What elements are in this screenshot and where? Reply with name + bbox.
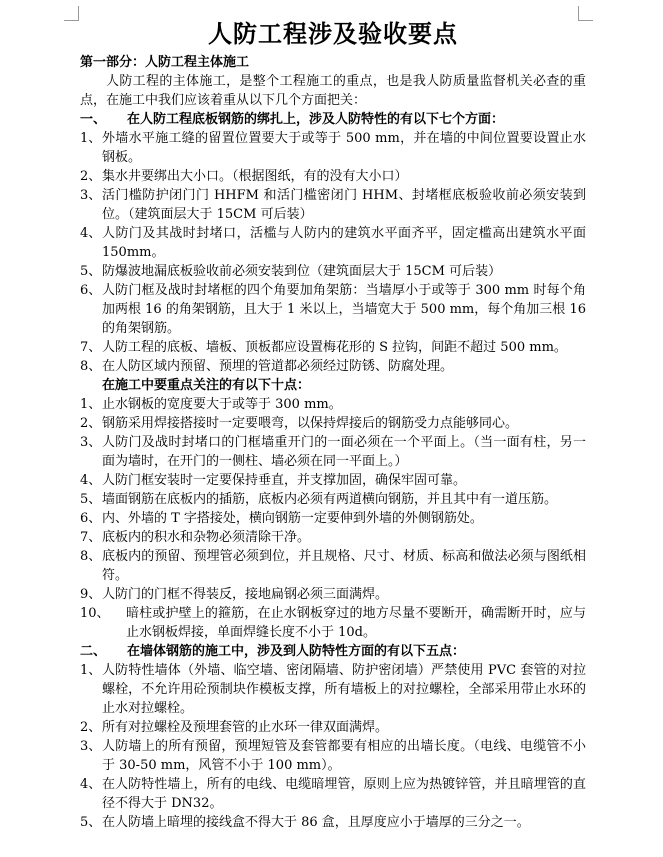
list-item: 2、 钢筋采用焊接搭接时一定要喂弯，以保持焊接后的钢筋受力点能够同心。 [80, 416, 519, 431]
section-1-list [80, 129, 586, 376]
section-title: 在人防工程底板钢筋的绑扎上，涉及人防特性的有以下七个方面： [127, 112, 505, 127]
section-2-list [80, 395, 586, 642]
list-item: 2、 集水井要绑出大小口。（根据图纸，有的没有大小口） [80, 169, 408, 184]
section-heading-2 [80, 642, 586, 661]
list-item: 5、 在人防墙上暗埋的接线盒不得大于 86 盒，且厚度应小于墙厚的三分之一。 [80, 815, 530, 830]
list-item: 2、 所有对拉螺栓及预埋套管的止水环一律双面满焊。 [80, 720, 389, 735]
list-item: 8、 底板内的预留、预埋管必须到位，并且规格、尺寸、材质、标高和做法必须与图纸相符。 [80, 549, 586, 583]
document-title: 人防工程涉及验收要点 [208, 19, 458, 48]
section-number: 二、 [80, 644, 107, 659]
list-item: 7、 人防工程的底板、墙板、顶板都应设置梅花形的 S 拉钩，间距不超过 500 mm。 [80, 340, 567, 355]
list-item: 5、 墙面钢筋在底板内的插筋，底板内必须有两道横向钢筋，并且其中有一道压筋。 [80, 492, 558, 507]
list-item: 3、 人防墙上的所有预留，预埋短管及套管都要有相应的出墙长度。（电线、电缆管不小于 30-50 mm，风管不小于 100 mm）。 [80, 739, 586, 773]
list-item: 4、 在人防特性墙上，所有的电线、电缆暗埋管，原则上应为热镀锌管，并且暗埋管的直径不得大于 DN32。 [80, 777, 586, 811]
list-item: 4、 人防门及其战时封堵口，活槛与人防内的建筑水平面齐平，固定槛高出建筑水平面 150mm。 [80, 226, 586, 260]
list-item: 1、 止水钢板的宽度要大于或等于 300 mm。 [80, 397, 342, 412]
list-item: 6、 人防门框及战时封堵框的四个角要加角架筋：当墙厚小于或等于 300 mm 时每个角加两根 16 的角架钢筋，且大于 1 米以上，当墙宽大于 500 mm，每个角加三根 16 的角架钢筋。 [80, 283, 586, 336]
list-item: 5、 防爆波地漏底板验收前必须安装到位（建筑面层大于 15CM 可后装） [80, 264, 502, 279]
section-heading-1 [80, 110, 586, 129]
crop-mark-top-left [64, 6, 79, 21]
list-item: 8、 在人防区域内预留、预埋的管道都必须经过防锈、防腐处理。 [80, 359, 454, 374]
section-3-list [80, 661, 586, 832]
list-item: 1、 外墙水平施工缝的留置位置要大于或等于 500 mm，并在墙的中间位置要设置止水钢板。 [80, 131, 586, 165]
subsection-heading: 在施工中要重点关注的有以下十点： [102, 378, 311, 393]
section-number: 一、 [80, 112, 107, 127]
list-item: 6、 内、外墙的 T 字搭接处，横向钢筋一定要伸到外墙的外侧钢筋处。 [80, 511, 483, 526]
list-item: 3、 活门槛防护闭门门 HHFM 和活门槛密闭门 HHM、封堵框底板验收前必须安装到位。（建筑面层大于 15CM 可后装） [80, 188, 586, 222]
document-page [80, 18, 586, 832]
part-heading: 第一部分：人防工程主体施工 [80, 55, 250, 70]
list-item: 4、 人防门框安装时一定要保持垂直，并支撑加固，确保牢固可靠。 [80, 473, 467, 488]
list-item: 10、 暗柱或护壁上的箍筋，在止水钢板穿过的地方尽量不要断开，确需断开时，应与止水钢板焊接，单面焊缝长度不小于 10d。 [80, 606, 586, 640]
section-title: 在墙体钢筋的施工中，涉及到人防特性方面的有以下五点： [127, 644, 466, 659]
list-item: 7、 底板内的积水和杂物必须清除干净。 [80, 530, 311, 545]
intro-paragraph: 人防工程的主体施工，是整个工程施工的重点，也是我人防质量监督机关必查的重点，在施工中我们应该着重从以下几个方面把关： [80, 74, 586, 108]
list-item: 9、 人防门的门框不得装反，接地扁钢必须三面满焊。 [80, 587, 389, 602]
list-item: 3、 人防门及战时封堵口的门框墙重开门的一面必须在一个平面上。（当一面有柱，另一面为墙时，在开门的一侧柱、墙必须在同一平面上。） [80, 435, 586, 469]
list-item: 1、 人防特性墙体（外墙、临空墙、密闭隔墙、防护密闭墙）严禁使用 PVC 套管的对拉螺栓，不允许用砼预制块作模板支撑，所有墙板上的对拉螺栓，全部采用带止水环的止水对拉螺栓。 [80, 663, 586, 716]
